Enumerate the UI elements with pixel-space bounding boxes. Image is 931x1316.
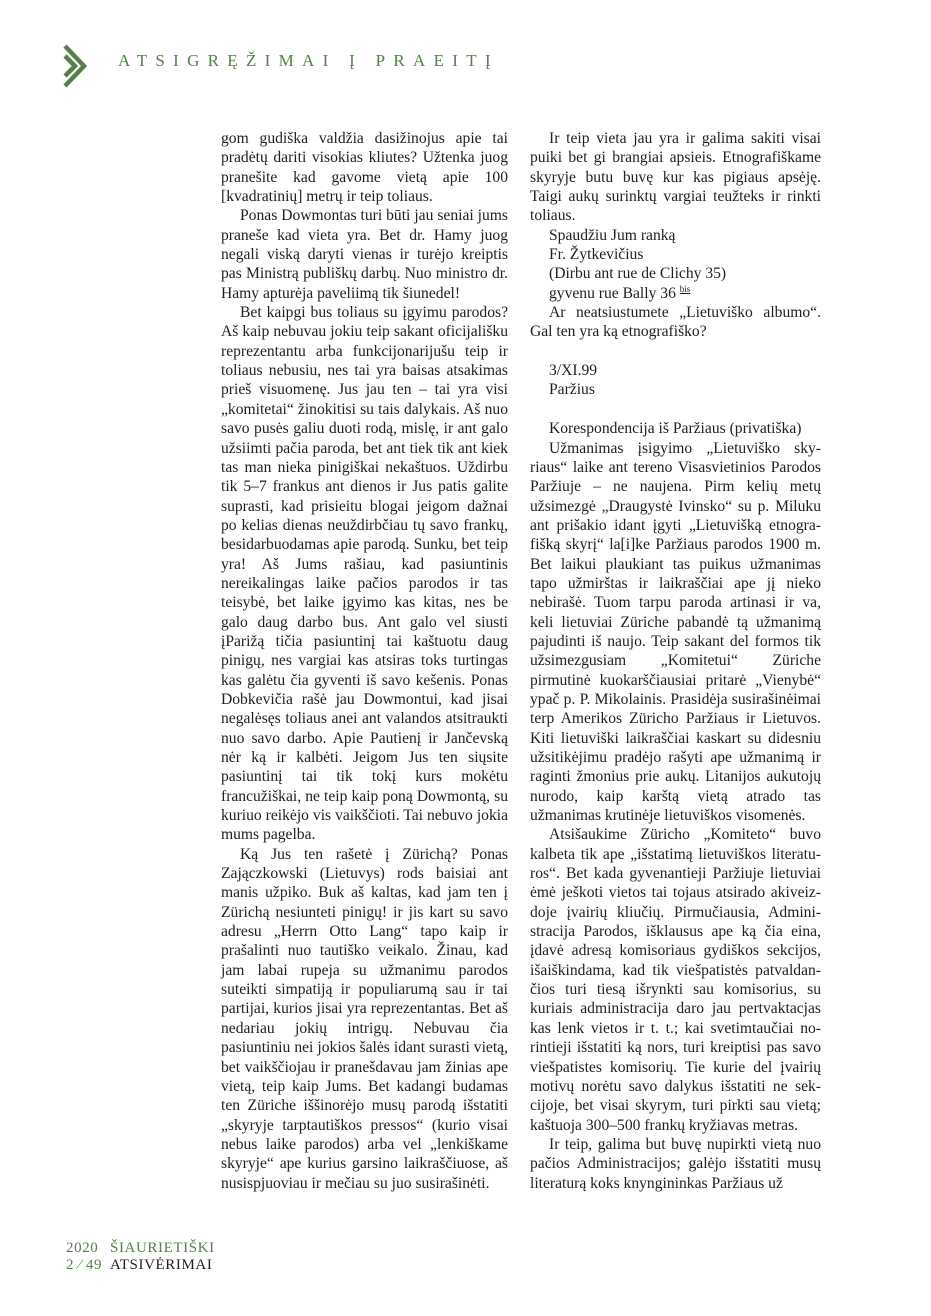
spacer <box>530 400 821 419</box>
page-header <box>62 44 90 88</box>
body-paragraph: Užmanimas įsigyimo „Lietuviško skyriaus“ laike ant tereno Visasvietinios Parodos Paržiuje – ne naujena. Pirm kelių metų užsimezgė „Draugystė Ivinsko“ su p. Miluku ant prišakio idant įgyti „Lietuvišką etnografišką skyrį“ la[i]ke Paržiaus parodos 1900 m. Bet laikui plaukiant tas puikus užmanimas tapo užmirštas ir laikraščiai ape jį nieko nebirašė. Tuom tarpu paroda artinasi ir va, keli lietuviai Züriche pabandė tą užmanimą pajudinti iš naujo. Teip sakant del formos tik užsimezgusiam „Komitetui“ Züriche pirmutinė kuokarščiausiai pritarė „Vienybė“ ypač p. P. Mikolainis. Prasidėja susirašinėimai terp Amerikos Züricho Paržiaus ir Lietuvos. Kiti lietuviški laikraščiai kaskart su didesniu užsitikėjimu pradėjo rašyti ape užmanimą ir raginti žmonius prie aukų. Litanijos aukutojų nurodo, kaip karštą vietą atrado tas užmanimas krutinėje lietuviškos visomenės. <box>530 439 821 825</box>
right-column <box>530 129 821 1193</box>
article-title: Korespondencija iš Paržiaus (privatiška) <box>549 420 802 438</box>
letter-closing: Spaudžiu Jum ranką <box>549 226 676 244</box>
footer-row-2 <box>66 1257 215 1274</box>
footer-row-1 <box>66 1240 215 1257</box>
home-address-superscript: bis <box>679 283 691 294</box>
body-paragraph: Ir teip vieta jau yra ir galima sakiti visai puiki bet gi brangiai apsieis. Etnografiškame skyryje butu buvę kur kas pigiaus apsėję. Taigi aukų surinktų vargiai teužteks ir rinkti toliaus. <box>530 130 821 225</box>
spacer <box>530 342 821 361</box>
body-paragraph: Ką Jus ten rašetė į Zürichą? Ponas Zajączkowski (Lietuvys) rods baisiai ant manis užpiko. Buk aš kaltas, kad jam ten į Zürichą nesiunteti pinigų! ir jis kart su savo adresu „Herrn Otto Lang“ tapo kaip ir prašalinti nuo tautiško veikalo. Žinau, kad jam labai rupeja su užmanimu parodos suteikti simpatiją ir populiarumą sau ir tai partijai, kurios jisai yra reprezentantas. Bet aš nedariau jokių intrigų. Nebuvau čia pasiuntiniu nei jokios šalės idant surasti vietą, bet vaikščiojau ir pranešdavau jam žinias ape vietą, teip kaip Jums. Bet kadangi budamas ten Züriche iššinorėjo musų parodą išstatiti „skyryje tarptautiškos pressos“ (kurio visai nebus laike parodos) arba vel „lenkiškame skyryje“ ape kurius garsino laikraščiuose, aš nusispjuoviau ir mečiau su juo susirašinėti. <box>221 845 508 1192</box>
letter-place: Paržius <box>549 381 595 399</box>
page-footer <box>66 1240 215 1274</box>
double-chevron-right-icon <box>62 44 90 88</box>
publication-name-line-2: ATSIVĖRIMAI <box>110 1257 213 1273</box>
work-address: (Dirbu ant rue de Clichy 35) <box>549 265 727 283</box>
signature-name: Fr. Žytkevičius <box>549 246 644 264</box>
section-title: ATSIGRĘŽIMAI Į PRAEITĮ <box>118 51 499 70</box>
letter-date: 3/XI.99 <box>549 362 598 380</box>
body-paragraph: Ir teip, galima but buvę nupirkti vietą nuo pačios Administracijos; galėjo išstatiti musų literaturą koks knyngininkas Paržiaus už <box>530 1135 821 1192</box>
body-paragraph: Atsišaukime Züricho „Komiteto“ buvo kalbeta tik ape „išstatimą lietuviškos literaturos“. Bet kada gyvenantieji Paržiuje lietuviai ėmė ješkoti vietos tai tojaus atsirado akiveizdoje įvairių kliučių. Pirmučiausia, Administracija Parodos, išklausus ape ką čia eina, įdavė adresą komisoriaus gydiškos sekcijos, išaiškindama, kad tik viešpatistės patvaldančios turi tiesą išrynkti sau komisorius, su kuriais administracija daro jau pertvaktacjas kas lenk vietos ir t. t.; kai svetimtaučiai norintieji išstatiti ką nors, turi kreiptisi pas savo viešpatistes komisorių. Tie kurie del įvairių motivų norėtu savo dalykus išstatiti ne sekcijoje, bet visai skyrym, turi pirkti sau vietą; kaštuoja 300–500 frankų kryžiavas metras. <box>530 826 821 1134</box>
home-address-line <box>530 284 821 303</box>
footer-year: 2020 <box>66 1240 99 1256</box>
left-column <box>221 129 508 1193</box>
publication-name-line-1: ŠIAURIETIŠKI <box>110 1240 215 1256</box>
home-address: gyvenu rue Bally 36 <box>549 284 676 302</box>
footer-issue: 2 ⁄ 49 <box>66 1257 103 1273</box>
body-paragraph: Ponas Dowmontas turi būti jau seniai jums praneše kad vieta yra. Bet dr. Hamy juog negali viską daryti vienas ir turėjo kreiptis pas Ministrą publiškų darbų. Nuo ministro dr. Hamy apturėja paveliimą tik šiunedel! <box>221 207 508 302</box>
postscript: Ar neatsiustumete „Lietuviško albumo“. Gal ten yra ką etnografiško? <box>530 304 821 341</box>
body-paragraph: gom gudiška valdžia dasižinojus apie tai pradėtų dariti visokias kliutes? Užtenka juog pranešite kad gavome vietą apie 100 [kvadratinių] metrų ir teip toliaus. <box>221 130 508 206</box>
body-paragraph: Bet kaipgi bus toliaus su įgyimu parodos? Aš kaip nebuvau jokiu teip sakant oficijališku reprezentantu arba funkcijonarijušu teip ir toliaus nebusiu, nes tai yra baisas atsakimas prieš visuomenę. Jus jau ten – tai yra visi „komitetai“ žinokitisi su tais dalykais. Aš nuo savo pusės galiu duoti rodą, mislę, ir ant galo užsiimti pačia paroda, bet ant tiek tik ant kiek tas man nieka pinigiškai nekaštuos. Uždirbu tik 5–7 frankus ant dienos ir Jus patis galite suprasti, kad prisieitu blogai jeigom dažnai po kelias dienas neuždirbčiau tų savo frankų, besidarbuodamas apie parodą. Sunku, bet teip yra! Aš Jums rašiau, kad pasiuntinis nereikalingas laike pačios parodos ir tas teisybė, bet laike įgyimo kas kitas, nes be galo daug darbo bus. Ant galo vel siusti įParižą tičia pasiuntinį tai kaštuotu daug pinigų, nes vargiai kas atsiras toks turtingas kas galėtu čia gyventi iš savo kešenis. Ponas Dobkevičia rašė jau Dowmontui, kad jisai negalėsęs toliaus anei ant valandos atsitraukti nuo savo darbo. Apie Pautienį ir Jančevską nėr ką ir kalbėti. Jeigom Jus ten siųsite pasiuntinį tai tik tokį kurs mokėtu francužiškai, ne teip kaip poną Dowmontą, su kuriuo reikėjo vis vaikščioti. Tai nebuvo jokia mums pagelba. <box>221 304 508 844</box>
